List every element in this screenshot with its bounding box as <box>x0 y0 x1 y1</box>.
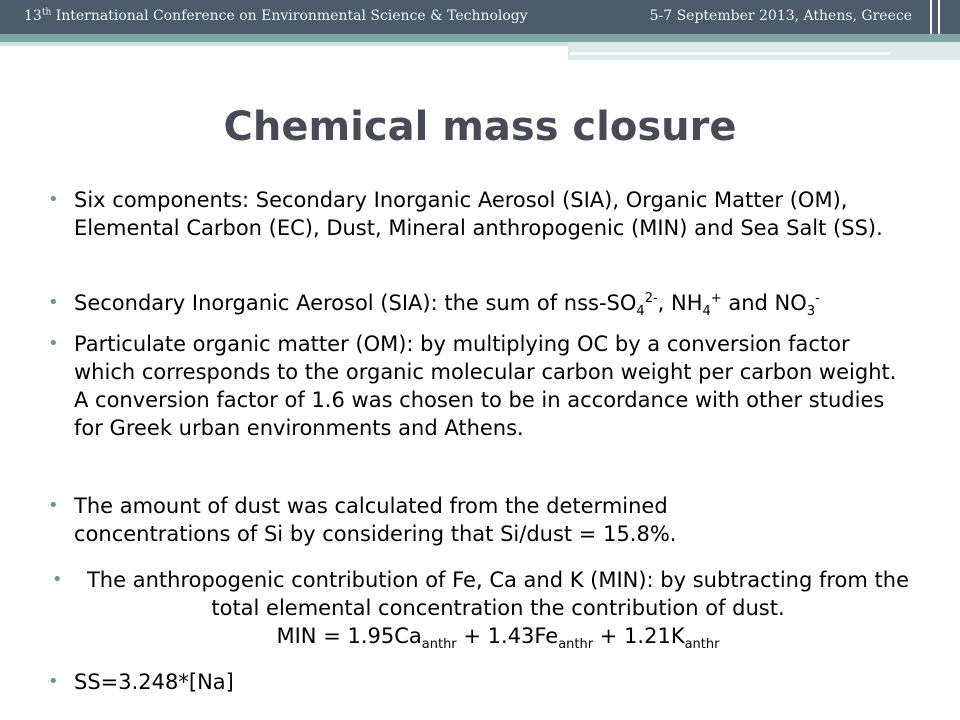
bullet-item-ss: • SS=3.248*[Na] <box>48 670 234 694</box>
header-stripe-block <box>568 42 960 60</box>
bullet-item-om: • Particulate organic matter (OM): by multiplying OC by a conversion factor which corresponds to the organic molecular carbon weight per carbon weight. A conversion factor of 1.6 was chosen to be in accordance with other studies for Greek urban environments and Athens. <box>48 332 897 440</box>
conference-name: 13th International Conference on Environmental Science & Technology <box>24 7 528 24</box>
bullet-dot-icon: • <box>48 333 59 354</box>
bullet-dot-icon: • <box>48 495 59 516</box>
header-divider <box>930 0 932 34</box>
min-equation: MIN = $1.95Ca_{anthr} + 1.43Fe_{anthr} + 1.21K_{anthr}$ <box>276 624 720 653</box>
header-divider <box>938 0 940 34</box>
bullet-item-sia: • Secondary Inorganic Aerosol (SIA): the sum of nss-$SO_4^{2-}$, $NH_4^+$ and $NO_3^-$ <box>48 291 820 320</box>
bullet-dot-icon: • <box>48 189 59 210</box>
bullet-dot-icon: • <box>48 292 59 313</box>
header-stripe-line <box>570 52 890 55</box>
bullet-dot-icon: • <box>48 671 59 692</box>
bullet-item-dust: • The amount of dust was calculated from the determined concentrations of Si by considering that Si/dust = 15.8%. <box>48 494 677 546</box>
slide-title: Chemical mass closure <box>223 104 737 150</box>
header-bar <box>0 0 960 34</box>
bullet-item-min: • The anthropogenic contribution of Fe, Ca and K (MIN): by subtracting from the total elemental concentration the contribution of dust. MIN = $1.95Ca_{anthr} + 1.43Fe_{anthr} + 1.21K_{anthr}$ <box>52 568 909 653</box>
bullet-item-components: • Six components: Secondary Inorganic Aerosol (SIA), Organic Matter (OM), Elemental Carbon (EC), Dust, Mineral anthropogenic (MIN) and Sea Salt (SS). <box>48 188 883 240</box>
bullet-dot-icon: • <box>52 569 63 590</box>
header-stripe <box>0 34 960 42</box>
header-stripe-light <box>0 42 568 46</box>
conference-date-place: 5-7 September 2013, Athens, Greece <box>649 8 912 24</box>
